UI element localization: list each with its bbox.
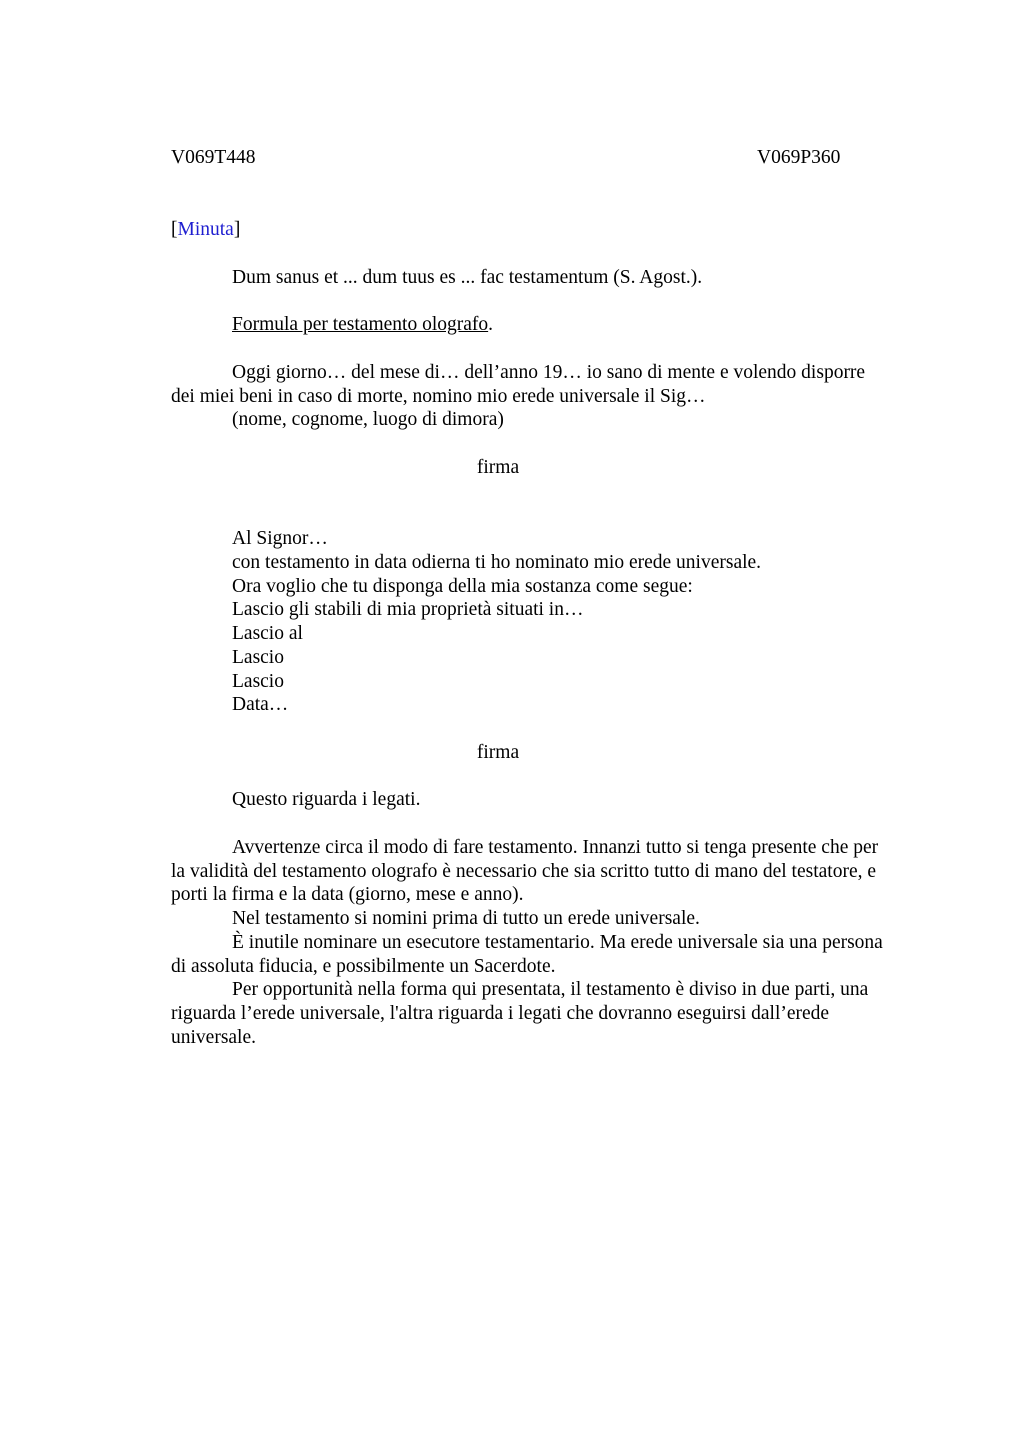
label-open-bracket: [	[171, 219, 178, 240]
motto-line: Dum sanus et ... dum tuus es ... fac testamentum (S. Agost.).	[232, 267, 703, 288]
part2-line-1: Al Signor…	[232, 528, 328, 549]
section-label	[171, 218, 240, 242]
part2-line-3: Ora voglio che tu disponga della mia sostanza come segue:	[232, 576, 693, 597]
part2-line-2: con testamento in data odierna ti ho nominato mio erede universale.	[232, 552, 762, 573]
advice-p4-line-3: universale.	[171, 1027, 257, 1048]
document-code-right: V069P360	[757, 147, 841, 168]
label-minuta: Minuta	[177, 219, 234, 240]
advice-p3-line-1: È inutile nominare un esecutore testamentario. Ma erede universale sia una persona	[232, 932, 883, 953]
part2-signature: firma	[476, 742, 520, 763]
advice-p1-line-1: Avvertenze circa il modo di fare testamento. Innanzi tutto si tenga presente che per	[232, 837, 879, 858]
part1-line-3: (nome, cognome, luogo di dimora)	[232, 409, 504, 430]
advice-p1-line-3: porti la firma e la data (giorno, mese e anno).	[171, 884, 524, 905]
formula-title	[232, 313, 493, 337]
part2-line-5: Lascio al	[232, 623, 303, 644]
part1-line-1: Oggi giorno… del mese di… dell’anno 19… io sano di mente e volendo disporre	[232, 362, 866, 383]
advice-p1-line-2: la validità del testamento olografo è necessario che sia scritto tutto di mano del testatore, e	[171, 861, 877, 882]
formula-title-text: Formula per testamento olografo	[232, 314, 489, 335]
legacy-note: Questo riguarda i legati.	[232, 789, 421, 810]
label-close-bracket: ]	[233, 219, 241, 240]
document-code-left: V069T448	[171, 147, 256, 168]
part1-line-2: dei miei beni in caso di morte, nomino mio erede universale il Sig…	[171, 386, 706, 407]
part2-line-4: Lascio gli stabili di mia proprietà situati in…	[232, 599, 584, 620]
part1-signature: firma	[476, 457, 520, 478]
part2-line-7: Lascio	[232, 671, 284, 692]
advice-p3-line-2: di assoluta fiducia, e possibilmente un Sacerdote.	[171, 956, 556, 977]
advice-p2-line-1: Nel testamento si nomini prima di tutto un erede universale.	[232, 908, 700, 929]
advice-p4-line-1: Per opportunità nella forma qui presentata, il testamento è diviso in due parti, una	[232, 979, 869, 1000]
part2-line-6: Lascio	[232, 647, 284, 668]
part2-line-8: Data…	[232, 694, 289, 715]
advice-p4-line-2: riguarda l’erede universale, l'altra riguarda i legati che dovranno eseguirsi dall’erede	[171, 1003, 830, 1024]
formula-title-period: .	[488, 314, 494, 335]
